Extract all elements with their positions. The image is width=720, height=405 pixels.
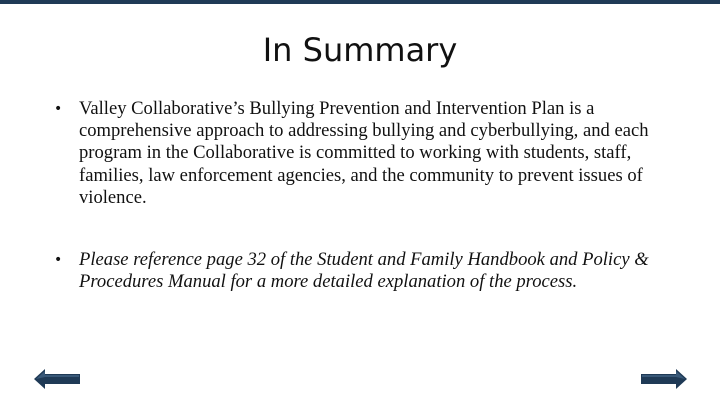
- arrow-left-icon: [33, 368, 81, 390]
- next-slide-button[interactable]: [640, 368, 688, 390]
- previous-slide-button[interactable]: [33, 368, 81, 390]
- arrow-right-icon: [640, 368, 688, 390]
- slide-title: In Summary: [262, 31, 458, 69]
- bullet-dot: •: [54, 252, 63, 269]
- bullet-text: Valley Collaborative’s Bullying Prevention and Intervention Plan is a comprehensive approach to addressing bullying and cyberbullying, and each program in the Collaborative is committed to working with students, staff, families, law enforcement agencies, and the community to prevent issues of violence.: [79, 98, 649, 208]
- top-accent-bar: [0, 0, 720, 4]
- bullet-text: Please reference page 32 of the Student and Family Handbook and Policy & Procedures Manual for a more detailed explanation of the process.: [79, 249, 649, 293]
- bullet-item: [52, 249, 682, 293]
- bullet-list: [52, 98, 682, 293]
- bullet-dot: •: [54, 101, 63, 117]
- bullet-item: [52, 98, 682, 209]
